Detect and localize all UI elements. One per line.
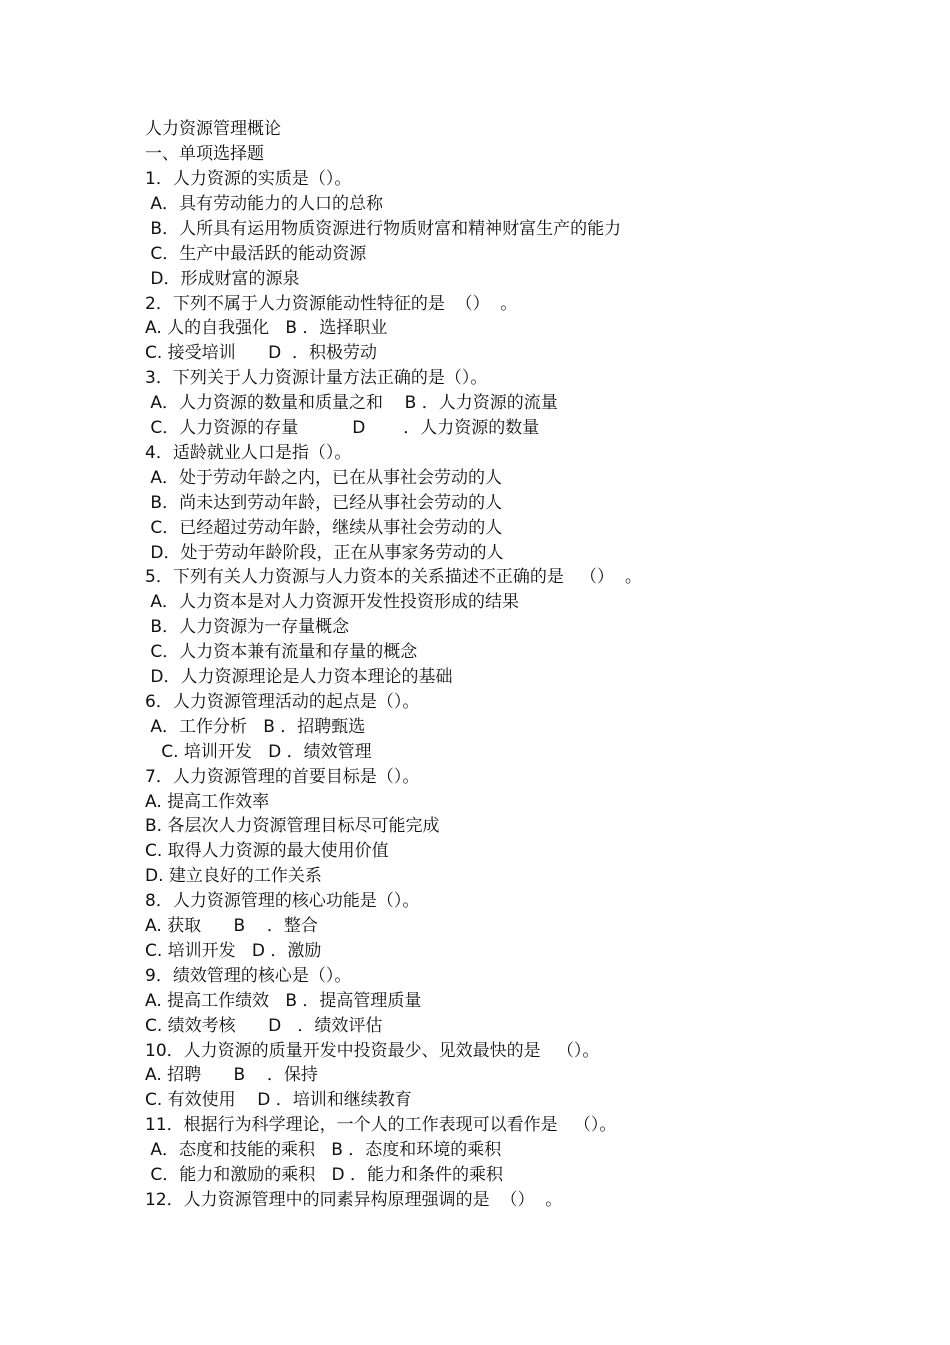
- question-line: 10．人力资源的质量开发中投资最少、见效最快的是 （）。: [145, 1040, 600, 1061]
- question-line: 3．下列关于人力资源计量方法正确的是（）。: [145, 368, 488, 389]
- question-line: C. 取得人力资源的最大使用价值: [145, 841, 389, 862]
- question-line: D．处于劳动年龄阶段，正在从事家务劳动的人: [145, 542, 504, 563]
- question-line: B．人力资源为一存量概念: [145, 617, 350, 638]
- question-line: C. 接受培训 D ．积极劳动: [145, 343, 377, 364]
- question-line: B. 各层次人力资源管理目标尽可能完成: [145, 816, 440, 837]
- question-line: C．能力和激励的乘积 D ．能力和条件的乘积: [145, 1165, 503, 1185]
- question-line: C．已经超过劳动年龄，继续从事社会劳动的人: [145, 517, 503, 538]
- question-line: D．人力资源理论是人力资本理论的基础: [145, 667, 453, 687]
- question-line: C. 培训开发 D ．激励: [145, 940, 322, 961]
- document-title: 人力资源管理概论: [145, 119, 281, 139]
- question-line: A．人力资源的数量和质量之和 B ．人力资源的流量: [145, 393, 558, 414]
- question-line: C．生产中最活跃的能动资源: [145, 243, 367, 264]
- question-line: C. 培训开发 D ．绩效管理: [145, 741, 372, 762]
- question-line: D．形成财富的源泉: [145, 268, 300, 289]
- question-line: A．人力资本是对人力资源开发性投资形成的结果: [145, 592, 520, 613]
- question-line: 7．人力资源管理的首要目标是（）。: [145, 766, 420, 787]
- question-line: 2．下列不属于人力资源能动性特征的是 （） 。: [145, 293, 518, 314]
- question-line: A．工作分析 B ．招聘甄选: [145, 716, 366, 737]
- question-line: C. 有效使用 D ．培训和继续教育: [145, 1090, 412, 1111]
- question-line: D. 建立良好的工作关系: [145, 866, 322, 887]
- question-line: 5．下列有关人力资源与人力资本的关系描述不正确的是 （） 。: [145, 567, 642, 588]
- question-line: A．具有劳动能力的人口的总称: [145, 193, 384, 214]
- question-line: A．处于劳动年龄之内，已在从事社会劳动的人: [145, 467, 503, 488]
- question-line: C. 绩效考核 D ．绩效评估: [145, 1015, 383, 1036]
- question-line: 8．人力资源管理的核心功能是（）。: [145, 891, 420, 912]
- question-line: B．人所具有运用物质资源进行物质财富和精神财富生产的能力: [145, 218, 622, 239]
- question-line: A. 获取 B ．整合: [145, 916, 318, 936]
- question-line: B．尚未达到劳动年龄，已经从事社会劳动的人: [145, 492, 503, 513]
- section-heading: 一、单项选择题: [145, 144, 264, 164]
- question-line: A．态度和技能的乘积 B ．态度和环境的乘积: [145, 1140, 502, 1161]
- question-line: A. 招聘 B ．保持: [145, 1065, 318, 1086]
- question-line: A. 人的自我强化 B ．选择职业: [145, 318, 388, 339]
- question-line: 9．绩效管理的核心是（）。: [145, 965, 352, 986]
- question-line: A. 提高工作绩效 B ．提高管理质量: [145, 990, 422, 1011]
- question-line: 12．人力资源管理中的同素异构原理强调的是 （） 。: [145, 1189, 563, 1210]
- question-line: A. 提高工作效率: [145, 791, 270, 812]
- question-line: C．人力资本兼有流量和存量的概念: [145, 642, 418, 663]
- question-line: 4．适龄就业人口是指（）。: [145, 442, 352, 463]
- question-line: 11．根据行为科学理论，一个人的工作表现可以看作是 （）。: [145, 1115, 617, 1136]
- question-line: 1．人力资源的实质是（）。: [145, 169, 352, 189]
- question-line: C．人力资源的存量 D ．人力资源的数量: [145, 418, 540, 438]
- question-line: 6．人力资源管理活动的起点是（）。: [145, 691, 420, 712]
